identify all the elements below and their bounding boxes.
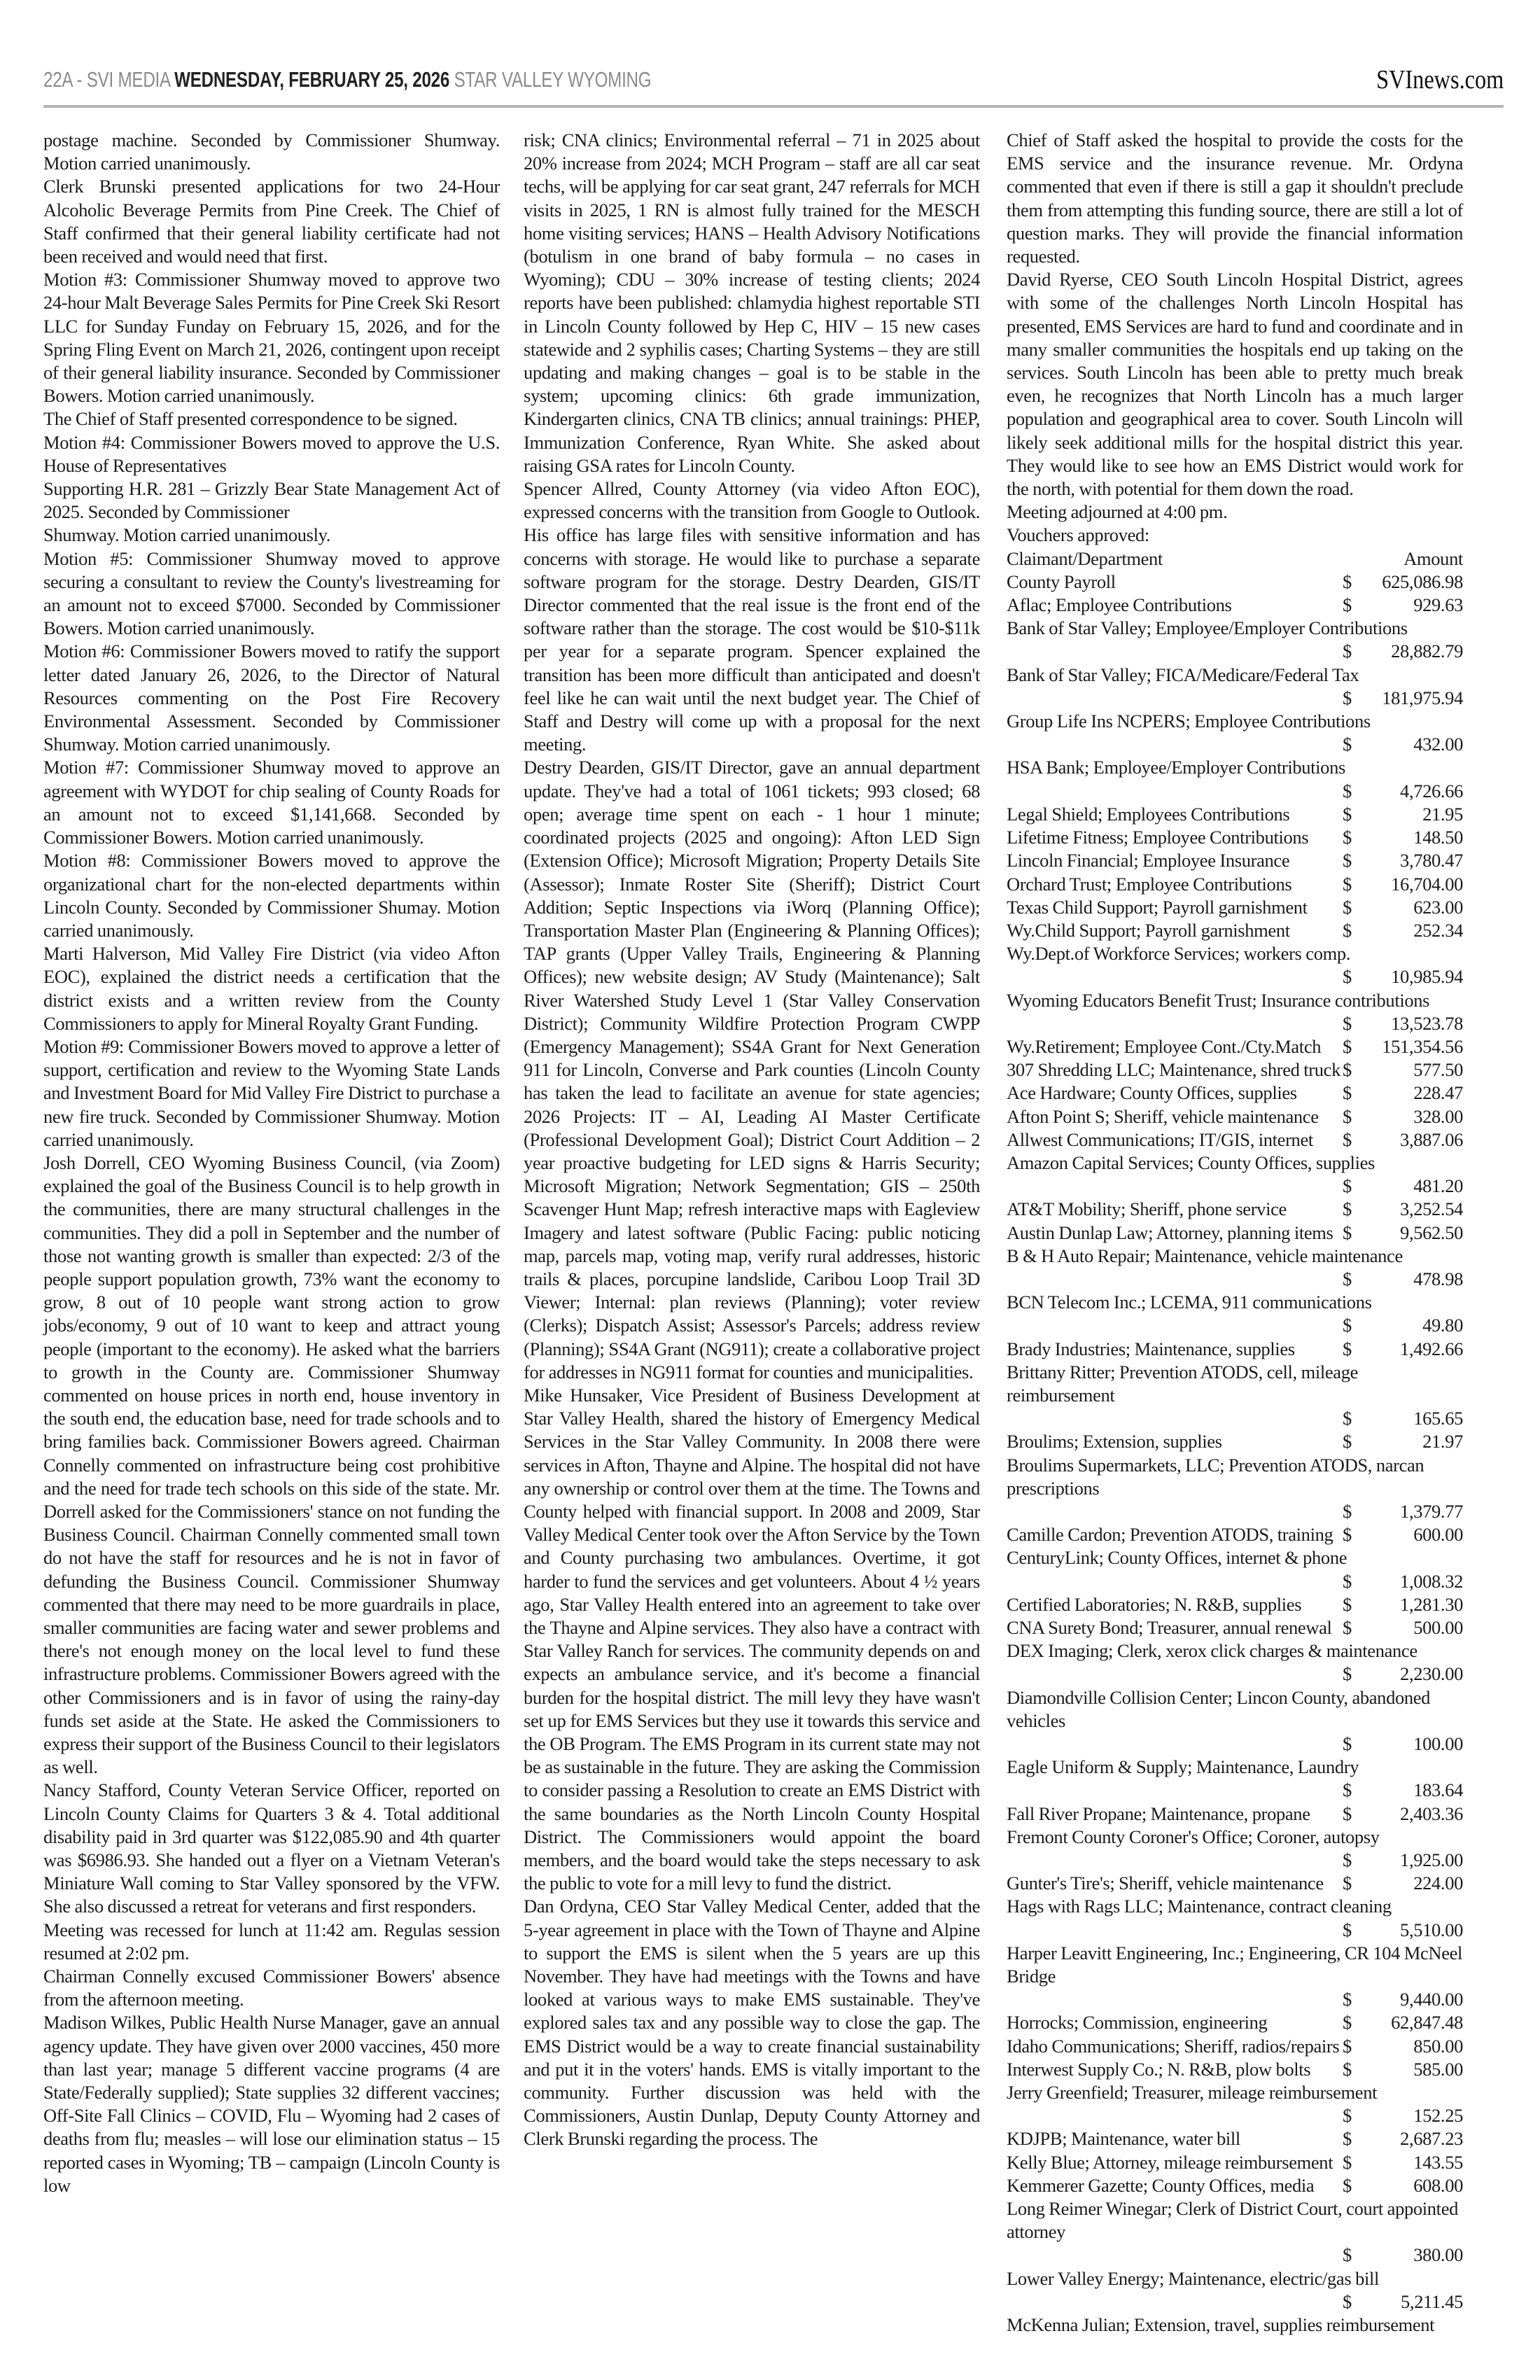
amount-value: 600.00 <box>1413 1524 1463 1546</box>
voucher-row <box>1007 1756 1463 1802</box>
voucher-amount <box>1343 1872 1463 1895</box>
voucher-row <box>1007 1593 1463 1616</box>
paragraph: Supporting H.R. 281 – Grizzly Bear State Management Act of 2025. Seconded by Commissioner <box>43 478 500 523</box>
currency-symbol: $ <box>1343 1408 1352 1429</box>
voucher-claimant: Amazon Capital Services; County Offices, supplies <box>1007 1152 1375 1173</box>
voucher-amount <box>1343 1593 1463 1616</box>
amount-value: 151,354.56 <box>1382 1035 1463 1057</box>
amount-value: 13,523.78 <box>1391 1012 1463 1034</box>
voucher-amount <box>1343 2244 1463 2267</box>
amount-value: 2,403.36 <box>1400 1802 1463 1824</box>
currency-symbol: $ <box>1343 850 1352 872</box>
currency-symbol: $ <box>1343 1268 1352 1289</box>
currency-symbol: $ <box>1343 2174 1352 2196</box>
voucher-row <box>1007 2035 1463 2058</box>
voucher-header <box>1007 547 1463 570</box>
currency-symbol: $ <box>1343 2105 1352 2127</box>
voucher-claimant: Lifetime Fitness; Employee Contributions <box>1007 827 1309 848</box>
voucher-row <box>1007 664 1463 710</box>
amount-value: 3,780.47 <box>1400 850 1463 872</box>
currency-symbol: $ <box>1343 1012 1352 1034</box>
publication-place: STAR VALLEY WYOMING <box>454 67 652 92</box>
amount-value: 5,211.45 <box>1401 2290 1463 2312</box>
amount-value: 62,847.48 <box>1391 2012 1463 2033</box>
amount-value: 183.64 <box>1413 1779 1463 1801</box>
page-header <box>43 64 1504 95</box>
voucher-row <box>1007 1872 1463 1895</box>
paragraph: David Ryerse, CEO South Lincoln Hospital District, agrees with some of the challenges North Lincoln Hospital has presented, EMS Services are hard to fund and coordinate and in many smaller communities the hospitals end up taking on the services. South Lincoln has been able to pretty much break even, he recognizes that North Lincoln has a much larger population and geographical area to cover. South Lincoln will likely seek additional mills for the hospital district this year. They would like to see how an EMS District would work for the north, with potential for them down the road. <box>1007 269 1463 500</box>
voucher-row <box>1007 1291 1463 1337</box>
voucher-amount <box>1343 1082 1463 1105</box>
amount-value: 2,230.00 <box>1400 1663 1463 1685</box>
voucher-amount <box>1343 2127 1463 2150</box>
amount-value: 49.80 <box>1422 1315 1463 1336</box>
currency-symbol: $ <box>1343 1222 1352 1243</box>
currency-symbol: $ <box>1343 2128 1352 2150</box>
voucher-claimant: Ace Hardware; County Offices, supplies <box>1007 1082 1297 1104</box>
paragraph: Motion #5: Commissioner Shumway moved to approve securing a consultant to review the County's livestreaming for an amount not to exceed $7000. Seconded by Commissioner Bowers. Motion carried unanimously. <box>43 547 500 639</box>
voucher-claimant: B & H Auto Repair; Maintenance, vehicle maintenance <box>1007 1245 1403 1266</box>
voucher-claimant: Lower Valley Energy; Maintenance, electric/gas bill <box>1007 2267 1380 2289</box>
voucher-claimant: Legal Shield; Employees Contributions <box>1007 803 1290 825</box>
voucher-claimant: Wy.Retirement; Employee Cont./Cty.Match <box>1007 1035 1322 1057</box>
paragraph: risk; CNA clinics; Environmental referral – 71 in 2025 about 20% increase from 2024; MCH Program – staff are all car seat techs, will be applying for car seat grant, 247 referrals for MCH visits in 2025, 1 RN is almost fully trained for the MESCH home visiting services; HANS – Health Advisory Notifications (botulism in one brand of baby formula – no cases in Wyoming); CDU – 30% increase of testing clients; 2024 reports have been published: chlamydia highest reportable STI in Lincoln County followed by Hep C, HIV – 15 new cases statewide and 2 syphilis cases; Charting Systems – they are still updating and making changes – goal is to be stable in the system; upcoming clinics: 6th grade immunization, Kindergarten clinics, CNA TB clinics; annual trainings: PHEP, Immunization Conference, Ryan White. She asked about raising GSA rates for Lincoln County. <box>524 130 980 476</box>
voucher-amount <box>1343 1012 1463 1035</box>
amount-value: 3,887.06 <box>1400 1128 1463 1150</box>
amount-value: 5,510.00 <box>1400 1919 1463 1940</box>
voucher-claimant: Kelly Blue; Attorney, mileage reimbursement <box>1007 2151 1334 2173</box>
voucher-row <box>1007 1058 1463 1082</box>
paragraph: Motion #9: Commissioner Bowers moved to approve a letter of support, certification and review to the Wyoming State Lands and Investment Board for Mid Valley Fire District to purchase a new fire truck. Seconded by Commissioner Shumway. Motion carried unanimously. <box>43 1035 500 1150</box>
voucher-amount <box>1343 1175 1463 1198</box>
voucher-claimant: Hags with Rags LLC; Maintenance, contract cleaning <box>1007 1896 1392 1917</box>
column-1 <box>43 129 500 2197</box>
voucher-amount <box>1343 1222 1463 1245</box>
voucher-amount <box>1343 1802 1463 1826</box>
currency-symbol: $ <box>1343 1617 1352 1638</box>
voucher-claimant: Wyoming Educators Benefit Trust; Insurance contributions <box>1007 989 1430 1011</box>
amount-value: 2,687.23 <box>1400 2128 1463 2150</box>
voucher-row <box>1007 2081 1463 2127</box>
currency-symbol: $ <box>1343 1338 1352 1359</box>
voucher-amount <box>1343 687 1463 710</box>
paragraph: Spencer Allred, County Attorney (via video Afton EOC), expressed concerns with the transition from Google to Outlook. His office has large files with sensitive information and has concerns with storage. He would like to purchase a separate software program for the storage. Destry Dearden, GIS/IT Director commented that the real issue is the front end of the software rather than the storage. The cost would be $10-$11k per year for a separate program. Spencer explained the transition has been more difficult than anticipated and doesn't feel like he can wait until the next budget year. The Chief of Staff and Destry will come up with a proposal for the next meeting. <box>524 478 980 755</box>
currency-symbol: $ <box>1343 1524 1352 1546</box>
voucher-claimant: Brittany Ritter; Prevention ATODS, cell, mileage reimbursement <box>1007 1361 1359 1406</box>
voucher-row <box>1007 2127 1463 2150</box>
paragraph: Motion #6: Commissioner Bowers moved to ratify the support letter dated January 26, 2026, to the Director of Natural Resources commenting on the Post Fire Recovery Environmental Assessment. Seconded by Commissioner Shumway. Motion carried unanimously. <box>43 640 500 755</box>
voucher-row <box>1007 849 1463 872</box>
voucher-claimant: Fremont County Coroner's Office; Coroner, autopsy <box>1007 1826 1380 1847</box>
voucher-amount <box>1343 1314 1463 1337</box>
amount-value: 1,008.32 <box>1400 1570 1463 1592</box>
voucher-row <box>1007 942 1463 988</box>
currency-symbol: $ <box>1343 1500 1352 1522</box>
paragraph: Motion #4: Commissioner Bowers moved to approve the U.S. House of Representatives <box>43 431 500 476</box>
amount-value: 1,925.00 <box>1400 1849 1463 1871</box>
voucher-claimant: Broulims; Extension, supplies <box>1007 1431 1222 1452</box>
voucher-row <box>1007 1826 1463 1872</box>
voucher-claimant: HSA Bank; Employee/Employer Contributions <box>1007 757 1345 778</box>
amount-value: 21.95 <box>1422 803 1463 825</box>
issue-date: WEDNESDAY, FEBRUARY 25, 2026 <box>174 67 450 92</box>
voucher-claimant: Austin Dunlap Law; Attorney, planning items <box>1007 1222 1334 1243</box>
amount-value: 623.00 <box>1413 896 1463 918</box>
voucher-amount <box>1343 919 1463 942</box>
voucher-claimant: Lincoln Financial; Employee Insurance <box>1007 850 1290 872</box>
header-rule <box>43 105 1504 108</box>
voucher-amount <box>1343 896 1463 919</box>
voucher-row <box>1007 1686 1463 1756</box>
currency-symbol: $ <box>1343 1802 1352 1824</box>
voucher-row <box>1007 1222 1463 1245</box>
paragraph: Madison Wilkes, Public Health Nurse Manager, gave an annual agency update. They have given over 2000 vaccines, 450 more than last year; manage 5 different vaccine programs (4 are State/Federally supplied); State supplies 32 different vaccines; Off-Site Fall Clinics – COVID, Flu – Wyoming had 2 cases of deaths from flu; measles – will lose our elimination status – 15 reported cases in Wyoming; TB – campaign (Lincoln County is low <box>43 2012 500 2196</box>
paragraph: Meeting adjourned at 4:00 pm. <box>1007 501 1228 523</box>
currency-symbol: $ <box>1343 827 1352 848</box>
paragraph: Meeting was recessed for lunch at 11:42 am. Regulas session resumed at 2:02 pm. <box>43 1919 500 1963</box>
voucher-amount <box>1343 803 1463 826</box>
amount-value: 850.00 <box>1413 2035 1463 2057</box>
currency-symbol: $ <box>1343 1198 1352 1220</box>
currency-symbol: $ <box>1343 966 1352 988</box>
paragraph: Mike Hunsaker, Vice President of Business Development at Star Valley Health, shared the history of Emergency Medical Services in the Star Valley Community. In 2008 there were services in Afton, Thayne and Alpine. The hospital did not have any ownership or control over them at the time. The Towns and County helped with financial support. In 2008 and 2009, Star Valley Medical Center took over the Afton Service by the Town and County purchasing two ambulances. Overtime, it got harder to fund the services and get volunteers. About 4 ½ years ago, Star Valley Health entered into an agreement to take over the Thayne and Alpine services. They also have a contract with Star Valley Ranch for services. The community depends on and expects an ambulance service, and it's become a financial burden for the hospital district. The mill levy they have wasn't set up for EMS Services but they use it towards this service and the OB Program. The EMS Program in its current state may not be as sustainable in the future. They are asking the Commission to consider passing a Resolution to create an EMS District with the same boundaries as the North Lincoln County Hospital District. The Commissioners would appoint the board members, and the board would take the steps necessary to ask the public to vote for a mill levy to fund the district. <box>524 1384 980 1894</box>
voucher-claimant: Eagle Uniform & Supply; Maintenance, Laundry <box>1007 1756 1359 1778</box>
voucher-row <box>1007 1361 1463 1431</box>
amount-value: 143.55 <box>1413 2151 1463 2173</box>
paragraph: Clerk Brunski presented applications for two 24-Hour Alcoholic Beverage Permits from Pine Creek. The Chief of Staff confirmed that their general liability certificate had not been received and would need that first. <box>43 176 500 267</box>
voucher-claimant: County Payroll <box>1007 570 1116 592</box>
column-3-text <box>1007 129 1463 547</box>
voucher-claimant: Long Reimer Winegar; Clerk of District Court, court appointed attorney <box>1007 2198 1459 2243</box>
currency-symbol: $ <box>1343 2244 1352 2266</box>
currency-symbol: $ <box>1343 919 1352 941</box>
amount-value: 100.00 <box>1413 1733 1463 1755</box>
voucher-row <box>1007 1338 1463 1361</box>
currency-symbol: $ <box>1343 1175 1352 1197</box>
voucher-amount <box>1343 1849 1463 1872</box>
amount-value: 152.25 <box>1413 2105 1463 2127</box>
voucher-row <box>1007 617 1463 663</box>
voucher-amount <box>1343 1407 1463 1430</box>
paragraph: postage machine. Seconded by Commissioner Shumway. Motion carried unanimously. <box>43 130 500 174</box>
voucher-amount <box>1343 1430 1463 1453</box>
voucher-row <box>1007 1942 1463 2012</box>
voucher-amount <box>1343 1268 1463 1291</box>
amount-value: 148.50 <box>1413 827 1463 848</box>
voucher-amount <box>1343 1035 1463 1058</box>
voucher-row <box>1007 2267 1463 2314</box>
currency-symbol: $ <box>1343 1082 1352 1104</box>
currency-symbol: $ <box>1343 896 1352 918</box>
voucher-claimant: Broulims Supermarkets, LLC; Prevention ATODS, narcan prescriptions <box>1007 1454 1424 1499</box>
site-name: SVInews.com <box>1376 65 1504 94</box>
voucher-claimant: Aflac; Employee Contributions <box>1007 594 1232 616</box>
paragraph: Motion #3: Commissioner Shumway moved to approve two 24-hour Malt Beverage Sales Permits for Pine Creek Ski Resort LLC for Sunday Funday on February 15, 2026, and for the Spring Fling Event on March 21, 2026, contingent upon receipt of their general liability insurance. Seconded by Commissioner Bowers. Motion carried unanimously. <box>43 269 500 407</box>
voucher-amount <box>1343 1988 1463 2011</box>
amount-value: 1,281.30 <box>1400 1593 1463 1615</box>
paragraph: Chairman Connelly excused Commissioner Bowers' absence from the afternoon meeting. <box>43 1966 500 2010</box>
voucher-amount <box>1343 780 1463 803</box>
currency-symbol: $ <box>1343 1570 1352 1592</box>
currency-symbol: $ <box>1343 687 1352 708</box>
voucher-amount <box>1343 570 1463 594</box>
voucher-amount <box>1343 1523 1463 1546</box>
amount-value: 3,252.54 <box>1400 1198 1463 1220</box>
currency-symbol: $ <box>1343 1919 1352 1940</box>
paragraph: Dan Ordyna, CEO Star Valley Medical Center, added that the 5-year agreement in place with the Town of Thayne and Alpine to support the EMS is silent when the 5 years are up this November. They have had meetings with the Towns and have looked at various ways to make EMS sustainable. They've explored sales tax and any possible way to close the gap. The EMS District would be a way to create financial sustainability and put it in the voters' hands. EMS is vitally important to the community. Further discussion was held with the Commissioners, Austin Dunlap, Deputy County Attorney and Clerk Brunski regarding the process. The <box>524 1896 980 2150</box>
amount-value: 1,492.66 <box>1400 1338 1463 1359</box>
voucher-claimant: Camille Cardon; Prevention ATODS, training <box>1007 1524 1334 1546</box>
voucher-row <box>1007 2197 1463 2267</box>
voucher-row <box>1007 1639 1463 1686</box>
amount-value: 16,704.00 <box>1391 873 1463 895</box>
voucher-amount <box>1343 1732 1463 1756</box>
currency-symbol: $ <box>1343 1431 1352 1452</box>
voucher-amount <box>1343 2151 1463 2174</box>
voucher-amount <box>1343 1616 1463 1639</box>
amount-value: 481.20 <box>1413 1175 1463 1197</box>
voucher-row <box>1007 1895 1463 1941</box>
voucher-amount <box>1343 733 1463 756</box>
currency-symbol: $ <box>1343 1593 1352 1615</box>
voucher-claimant: Wy.Dept.of Workforce Services; workers comp. <box>1007 943 1351 965</box>
currency-symbol: $ <box>1343 1849 1352 1871</box>
paragraph: Chief of Staff asked the hospital to provide the costs for the EMS service and the insurance revenue. Mr. Ordyna commented that even if there is still a gap it shouldn't preclude them from attempting this funding source, there are still a lot of question marks. They will provide the financial information requested. <box>1007 130 1463 267</box>
voucher-claimant: Fall River Propane; Maintenance, propane <box>1007 1802 1310 1824</box>
voucher-amount <box>1343 1128 1463 1152</box>
amount-value: 929.63 <box>1413 594 1463 616</box>
voucher-claimant: Certified Laboratories; N. R&B, supplies <box>1007 1593 1302 1615</box>
voucher-claimant: Bank of Star Valley; Employee/Employer Contributions <box>1007 617 1408 639</box>
voucher-claimant: CenturyLink; County Offices, internet & phone <box>1007 1547 1348 1569</box>
voucher-claimant: McKenna Julian; Extension, travel, supplies reimbursement <box>1007 2314 1435 2336</box>
paragraph: Destry Dearden, GIS/IT Director, gave an annual department update. They've had a total of 1061 tickets; 993 closed; 68 open; average time spent on each - 1 hour 1 minute; coordinated projects (2025 and ongoing): Afton LED Sign (Extension Office); Microsoft Migration; Property Details Site (Assessor); Inmate Roster Site (Sheriff); District Court Addition; Septic Inspections via iWorq (Planning Office); Transportation Master Plan (Engineering & Planning Offices); TAP grants (Upper Valley Trails, Engineering & Planning Offices); new website design; AV Study (Maintenance); Salt River Watershed Study Level 1 (Star Valley Conservation District); Community Wildfire Protection Program CWPP (Emergency Management); SS4A Grant for Next Generation 911 for Lincoln, Converse and Park counties (Lincoln County has taken the lead to facilitate an avenue for state agencies; 2026 Projects: IT – AI, Leading AI Master Certificate (Professional Development Goal); District Court Addition – 2 year proactive budgeting for LED signs & Harris Security; Microsoft Migration; Network Segmentation; GIS – 250th Scavenger Hunt Map; refresh interactive maps with Eagleview Imagery and latest software (Public Facing: public noticing map, parcels map, voting map, verify rural addresses, historic trails & places, porcupine landslide, Caribou Loop Trail 3D Viewer; Internal: plan reviews (Planning); voter review (Clerks); Dispatch Assist; Assessor's Parcels; address review (Planning); SS4A Grant (NG911); create a collaborative project for addresses in NG911 format for counties and municipalities. <box>524 757 980 1382</box>
voucher-row <box>1007 826 1463 849</box>
voucher-amount <box>1343 1338 1463 1361</box>
voucher-amount <box>1343 2174 1463 2197</box>
voucher-row <box>1007 2058 1463 2081</box>
voucher-amount <box>1343 594 1463 617</box>
voucher-row <box>1007 1523 1463 1546</box>
currency-symbol: $ <box>1343 1315 1352 1336</box>
voucher-amount <box>1343 2104 1463 2127</box>
voucher-row <box>1007 710 1463 756</box>
voucher-row <box>1007 2174 1463 2197</box>
voucher-claimant: Brady Industries; Maintenance, supplies <box>1007 1338 1295 1359</box>
voucher-row <box>1007 1152 1463 1198</box>
voucher-amount <box>1343 1058 1463 1082</box>
amount-value: 228.47 <box>1413 1082 1463 1104</box>
voucher-claimant: Harper Leavitt Engineering, Inc.; Engineering, CR 104 McNeel Bridge <box>1007 1942 1463 1987</box>
amount-value: 9,440.00 <box>1400 1989 1463 2010</box>
amount-value: 252.34 <box>1413 919 1463 941</box>
folio <box>43 67 651 92</box>
voucher-amount <box>1343 826 1463 849</box>
voucher-amount <box>1343 873 1463 896</box>
voucher-claimant: Horrocks; Commission, engineering <box>1007 2012 1268 2033</box>
voucher-claimant: Interwest Supply Co.; N. R&B, plow bolts <box>1007 2058 1311 2080</box>
voucher-claimant: Diamondville Collision Center; Lincon County, abandoned vehicles <box>1007 1686 1431 1731</box>
voucher-claimant: Bank of Star Valley; FICA/Medicare/Federal Tax <box>1007 664 1359 685</box>
currency-symbol: $ <box>1343 570 1352 592</box>
voucher-amount <box>1343 2011 1463 2034</box>
currency-symbol: $ <box>1343 1128 1352 1150</box>
voucher-row <box>1007 1082 1463 1105</box>
voucher-amount <box>1343 1779 1463 1802</box>
currency-symbol: $ <box>1343 1733 1352 1755</box>
voucher-list <box>1007 570 1463 2337</box>
amount-value: 21.97 <box>1422 1431 1463 1452</box>
voucher-row <box>1007 2011 1463 2034</box>
currency-symbol: $ <box>1343 1989 1352 2010</box>
voucher-amount <box>1343 1105 1463 1128</box>
voucher-row <box>1007 1198 1463 1221</box>
amount-value: 4,726.66 <box>1400 780 1463 802</box>
amount-value: 165.65 <box>1413 1408 1463 1429</box>
voucher-row <box>1007 1035 1463 1058</box>
currency-symbol: $ <box>1343 1105 1352 1127</box>
currency-symbol: $ <box>1343 2290 1352 2312</box>
currency-symbol: $ <box>1343 2012 1352 2033</box>
amount-header: Amount <box>1404 547 1463 569</box>
voucher-claimant: Gunter's Tire's; Sheriff, vehicle maintenance <box>1007 1872 1324 1894</box>
voucher-amount <box>1343 965 1463 988</box>
paragraph: Josh Dorrell, CEO Wyoming Business Council, (via Zoom) explained the goal of the Business Council is to help growth in the communities, there are many structural challenges in the communities. They did a poll in September and the number of those not wanting growth is smaller than expected: 2/3 of the people support population growth, 73% want the economy to grow, 8 out of 10 people want strong action to grow jobs/economy, 9 out of 10 want to keep and attract young people (important to the economy). He asked what the barriers to growth in the County are. Commissioner Shumway commented on house prices in north end, house inventory in the south end, the education base, need for trade schools and to bring families back. Commissioner Bowers agreed. Chairman Connelly commented on infrastructure being cost prohibitive and the need for trade tech schools on this side of the state. Mr. Dorrell asked for the Commissioners' stance on not funding the Business Council. Chairman Connelly commented small town do not have the staff for resources and he is not in favor of defunding the Business Council. Commissioner Shumway commented that there may need to be more guardrails in place, smaller communities are facing water and sewer problems and there's not enough money on the local level to fund these infrastructure problems. Commissioner Bowers agreed with the other Commissioners and is in favor of using the rainy-day funds set aside at the State. He asked the Commissioners to express their support of the Business Council to their legislators as well. <box>43 1152 500 1778</box>
amount-value: 224.00 <box>1413 1872 1463 1894</box>
voucher-amount <box>1343 2290 1463 2314</box>
voucher-row <box>1007 1105 1463 1128</box>
voucher-claimant: Afton Point S; Sheriff, vehicle maintenance <box>1007 1105 1319 1127</box>
voucher-claimant: 307 Shredding LLC; Maintenance, shred truck <box>1007 1059 1340 1081</box>
voucher-amount <box>1343 1198 1463 1221</box>
voucher-row <box>1007 896 1463 919</box>
voucher-row <box>1007 2314 1463 2337</box>
voucher-claimant: BCN Telecom Inc.; LCEMA, 911 communications <box>1007 1292 1372 1313</box>
voucher-row <box>1007 1245 1463 1291</box>
voucher-claimant: AT&T Mobility; Sheriff, phone service <box>1007 1198 1287 1220</box>
voucher-amount <box>1343 640 1463 663</box>
voucher-amount <box>1343 2035 1463 2058</box>
voucher-amount <box>1343 849 1463 872</box>
paragraph: Vouchers approved: <box>1007 524 1149 546</box>
paragraph: Motion #7: Commissioner Shumway moved to approve an agreement with WYDOT for chip sealing of County Roads for an amount not to exceed $1,141,668. Seconded by Commissioner Bowers. Motion carried unanimously. <box>43 757 500 848</box>
voucher-claimant: Texas Child Support; Payroll garnishment <box>1007 896 1308 918</box>
amount-value: 1,379.77 <box>1400 1500 1463 1522</box>
voucher-row <box>1007 989 1463 1035</box>
paragraph: The Chief of Staff presented correspondence to be signed. <box>43 408 458 430</box>
voucher-claimant: KDJPB; Maintenance, water bill <box>1007 2128 1240 2150</box>
voucher-row <box>1007 803 1463 826</box>
amount-value: 181,975.94 <box>1382 687 1463 708</box>
amount-value: 500.00 <box>1413 1617 1463 1638</box>
paragraph: Motion #8: Commissioner Bowers moved to approve the organizational chart for the non-elected departments within Lincoln County. Seconded by Commissioner Shumay. Motion carried unanimously. <box>43 850 500 941</box>
claimant-header: Claimant/Department <box>1007 547 1163 569</box>
currency-symbol: $ <box>1343 734 1352 755</box>
amount-value: 608.00 <box>1413 2174 1463 2196</box>
voucher-claimant: DEX Imaging; Clerk, xerox click charges & maintenance <box>1007 1640 1418 1662</box>
voucher-row <box>1007 1454 1463 1524</box>
voucher-row <box>1007 2151 1463 2174</box>
page-number: 22A - SVI MEDIA <box>43 67 170 92</box>
voucher-claimant: Kemmerer Gazette; County Offices, media <box>1007 2174 1315 2196</box>
voucher-amount <box>1343 1919 1463 1942</box>
amount-value: 28,882.79 <box>1391 640 1463 662</box>
amount-value: 380.00 <box>1413 2244 1463 2266</box>
paragraph: Marti Halverson, Mid Valley Fire District (via video Afton EOC), explained the district needs a certification that the district exists and a written review from the County Commissioners to apply for Mineral Royalty Grant Funding. <box>43 943 500 1034</box>
voucher-row <box>1007 756 1463 802</box>
column-3 <box>1007 129 1463 2337</box>
amount-value: 10,985.94 <box>1391 966 1463 988</box>
voucher-row <box>1007 1430 1463 1453</box>
voucher-row <box>1007 1616 1463 1639</box>
voucher-row <box>1007 1802 1463 1826</box>
voucher-amount <box>1343 1500 1463 1523</box>
currency-symbol: $ <box>1343 2151 1352 2173</box>
currency-symbol: $ <box>1343 1779 1352 1801</box>
voucher-row <box>1007 570 1463 594</box>
currency-symbol: $ <box>1343 2035 1352 2057</box>
currency-symbol: $ <box>1343 1663 1352 1685</box>
voucher-claimant: Wy.Child Support; Payroll garnishment <box>1007 919 1290 941</box>
amount-value: 585.00 <box>1413 2058 1463 2080</box>
currency-symbol: $ <box>1343 1059 1352 1081</box>
currency-symbol: $ <box>1343 780 1352 802</box>
paragraph: Shumway. Motion carried unanimously. <box>43 524 331 546</box>
currency-symbol: $ <box>1343 594 1352 616</box>
amount-value: 625,086.98 <box>1382 570 1463 592</box>
currency-symbol: $ <box>1343 1872 1352 1894</box>
column-2 <box>524 129 980 2151</box>
currency-symbol: $ <box>1343 640 1352 662</box>
amount-value: 577.50 <box>1413 1059 1463 1081</box>
paragraph: Nancy Stafford, County Veteran Service Officer, reported on Lincoln County Claims for Quarters 3 & 4. Total additional disability paid in 3rd quarter was $122,085.90 and 4th quarter was $6986.93. She handed out a flyer on a Vietnam Veteran's Miniature Wall coming to Star Valley sponsored by the VFW. She also discussed a retreat for veterans and first responders. <box>43 1779 500 1917</box>
currency-symbol: $ <box>1343 2058 1352 2080</box>
voucher-row <box>1007 873 1463 896</box>
voucher-claimant: CNA Surety Bond; Treasurer, annual renewal <box>1007 1617 1332 1638</box>
voucher-claimant: Idaho Communications; Sheriff, radios/repairs <box>1007 2035 1340 2057</box>
voucher-amount <box>1343 1662 1463 1686</box>
voucher-row <box>1007 919 1463 942</box>
currency-symbol: $ <box>1343 1035 1352 1057</box>
voucher-claimant: Allwest Communications; IT/GIS, internet <box>1007 1128 1313 1150</box>
voucher-amount <box>1343 1570 1463 1593</box>
voucher-claimant: Group Life Ins NCPERS; Employee Contributions <box>1007 710 1371 732</box>
voucher-claimant: Jerry Greenfield; Treasurer, mileage reimbursement <box>1007 2082 1378 2104</box>
voucher-row <box>1007 1128 1463 1152</box>
voucher-row <box>1007 1546 1463 1592</box>
currency-symbol: $ <box>1343 803 1352 825</box>
amount-value: 328.00 <box>1413 1105 1463 1127</box>
currency-symbol: $ <box>1343 873 1352 895</box>
amount-value: 478.98 <box>1413 1268 1463 1289</box>
voucher-amount <box>1343 2058 1463 2081</box>
voucher-claimant: Orchard Trust; Employee Contributions <box>1007 873 1292 895</box>
amount-value: 432.00 <box>1413 734 1463 755</box>
amount-value: 9,562.50 <box>1400 1222 1463 1243</box>
voucher-row <box>1007 594 1463 617</box>
